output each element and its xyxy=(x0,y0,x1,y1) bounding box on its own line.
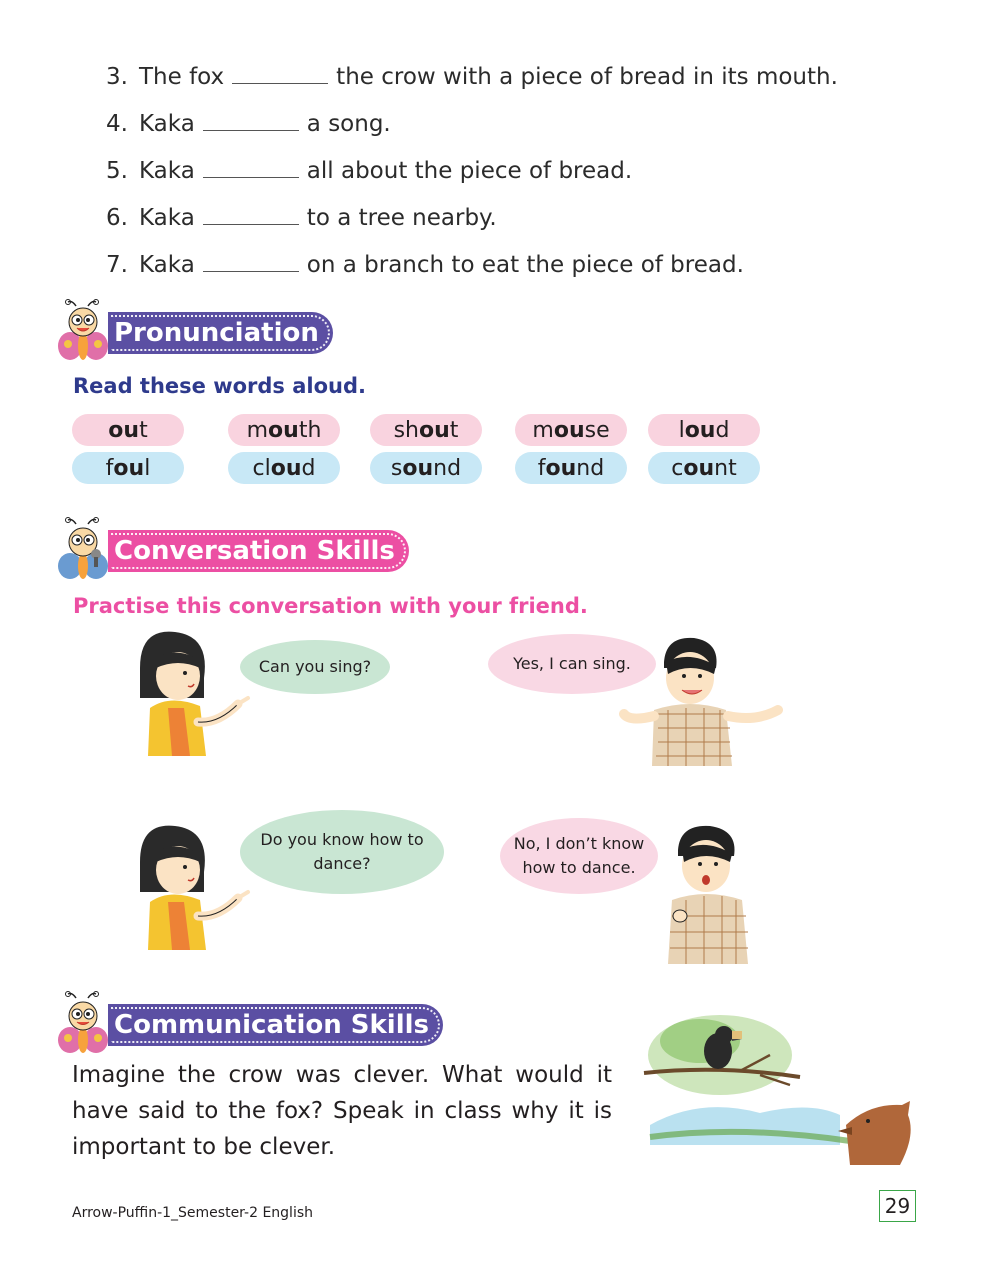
word-pill xyxy=(370,414,482,446)
word-sound: ou xyxy=(418,417,450,443)
crow-and-fox-illustration xyxy=(640,1005,920,1179)
bubble-text: Can you sing? xyxy=(258,657,372,676)
word-sound: ou xyxy=(268,417,299,443)
word-prefix: s xyxy=(390,455,403,481)
item-text-before: Kaka xyxy=(139,205,195,231)
word-pill xyxy=(648,452,760,484)
word-sound: ou xyxy=(108,417,140,443)
item-text-after: on a branch to eat the piece of bread. xyxy=(306,252,744,278)
exercise-item-6 xyxy=(106,205,866,252)
word-sound: ou xyxy=(270,455,302,481)
item-text-after: a song. xyxy=(306,111,391,137)
speech-bubble-question-2 xyxy=(240,810,444,894)
word-pill xyxy=(370,452,482,484)
word-suffix: nt xyxy=(714,455,737,481)
bubble-text-line: Do you know how to xyxy=(260,830,424,849)
item-number: 4. xyxy=(106,111,128,137)
conversation-heading xyxy=(56,516,417,586)
word-suffix: t xyxy=(139,417,148,443)
bubble-text-line: No, I don’t know xyxy=(513,834,645,853)
item-number: 6. xyxy=(106,205,128,231)
boy-shrugging-illustration xyxy=(606,632,796,776)
item-text-after: the crow with a piece of bread in its mouth. xyxy=(336,64,838,90)
speech-bubble-question-1 xyxy=(240,640,390,694)
word-prefix: sh xyxy=(393,417,419,443)
word-grid xyxy=(72,414,772,490)
answer-blank[interactable] xyxy=(203,253,299,272)
bubble-text: Yes, I can sing. xyxy=(513,654,631,673)
item-number: 3. xyxy=(106,64,128,90)
exercise-item-4 xyxy=(106,111,866,158)
speech-bubble-answer-2 xyxy=(500,818,658,894)
item-number: 5. xyxy=(106,158,128,184)
butterfly-mascot-icon xyxy=(56,298,116,368)
item-number: 7. xyxy=(106,252,128,278)
word-pill xyxy=(648,414,760,446)
answer-blank[interactable] xyxy=(203,206,299,225)
word-row-2 xyxy=(72,452,772,490)
pronunciation-heading xyxy=(56,298,341,368)
word-prefix: f xyxy=(105,455,114,481)
item-text-before: The fox xyxy=(139,64,225,90)
word-pill xyxy=(228,452,340,484)
word-pill xyxy=(515,452,627,484)
item-text-before: Kaka xyxy=(139,252,195,278)
section-title: Communication Skills xyxy=(108,1004,443,1046)
exercise-item-7 xyxy=(106,252,866,299)
boy-thinking-illustration xyxy=(660,820,770,972)
word-sound: ou xyxy=(553,417,585,443)
communication-paragraph: Imagine the crow was clever. What would it have said to the fox? Speak in class why it is important to be clever. xyxy=(72,1062,612,1160)
girl-illustration xyxy=(130,628,255,762)
section-title: Conversation Skills xyxy=(108,530,409,572)
bubble-text-group xyxy=(514,832,645,880)
item-text-after: all about the piece of bread. xyxy=(306,158,633,184)
item-text-after: to a tree nearby. xyxy=(306,205,497,231)
communication-heading xyxy=(56,990,451,1060)
bubble-text-line: how to dance. xyxy=(522,858,636,877)
word-prefix: m xyxy=(246,417,269,443)
word-prefix: f xyxy=(537,455,546,481)
word-suffix: d xyxy=(301,455,316,481)
word-sound: ou xyxy=(684,417,716,443)
word-suffix: nd xyxy=(433,455,462,481)
word-pill xyxy=(228,414,340,446)
pronunciation-instruction: Read these words aloud. xyxy=(73,374,366,398)
word-suffix: l xyxy=(144,455,151,481)
butterfly-mascot-icon xyxy=(56,516,116,586)
word-suffix: nd xyxy=(576,455,605,481)
word-sound: ou xyxy=(402,455,434,481)
word-prefix: c xyxy=(671,455,684,481)
word-suffix: d xyxy=(715,417,730,443)
word-prefix: l xyxy=(678,417,685,443)
word-sound: ou xyxy=(113,455,145,481)
word-prefix: cl xyxy=(252,455,271,481)
answer-blank[interactable] xyxy=(203,112,299,131)
word-sound: ou xyxy=(683,455,715,481)
word-row-1 xyxy=(72,414,772,452)
word-prefix: m xyxy=(532,417,554,443)
butterfly-mascot-icon xyxy=(56,990,116,1060)
section-title: Pronunciation xyxy=(108,312,333,354)
fill-in-exercise xyxy=(106,64,866,299)
item-text-before: Kaka xyxy=(139,158,195,184)
footer-book-title: Arrow-Puffin-1_Semester-2 English xyxy=(72,1205,314,1221)
item-text-before: Kaka xyxy=(139,111,195,137)
girl-illustration xyxy=(130,822,255,956)
word-suffix: se xyxy=(584,417,610,443)
word-suffix: th xyxy=(298,417,322,443)
word-pill xyxy=(72,452,184,484)
bubble-text-line: dance? xyxy=(313,854,371,873)
word-pill xyxy=(515,414,627,446)
word-sound: ou xyxy=(545,455,577,481)
answer-blank[interactable] xyxy=(232,65,328,84)
answer-blank[interactable] xyxy=(203,159,299,178)
exercise-item-5 xyxy=(106,158,866,205)
exercise-item-3 xyxy=(106,64,866,111)
page-number: 29 xyxy=(879,1190,916,1222)
word-suffix: t xyxy=(449,417,459,443)
bubble-text-group xyxy=(260,828,423,876)
conversation-instruction: Practise this conversation with your friend. xyxy=(73,594,588,618)
word-pill xyxy=(72,414,184,446)
